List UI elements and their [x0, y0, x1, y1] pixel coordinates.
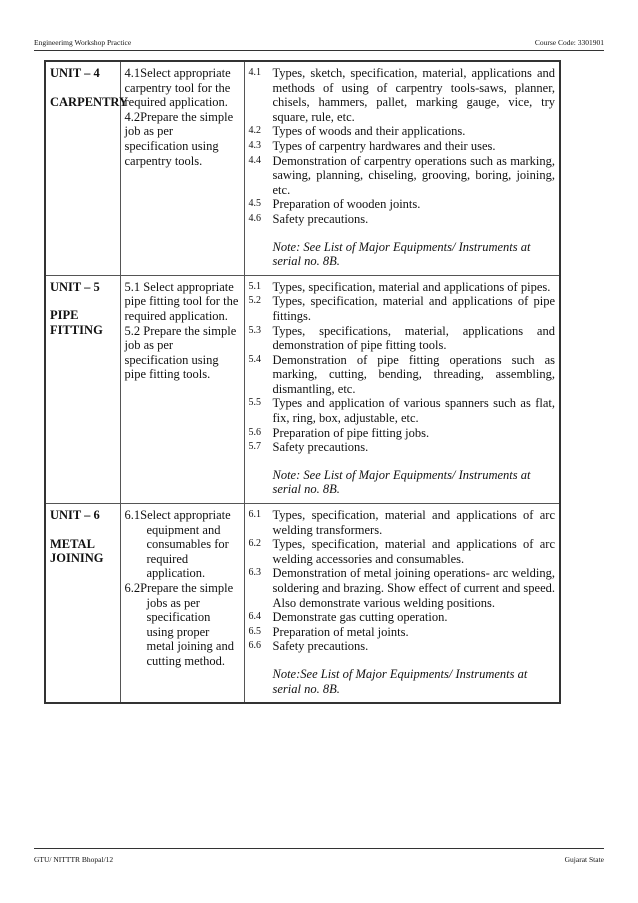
topic-number: 4.5	[248, 198, 261, 210]
unit-name: PIPE FITTING	[50, 308, 103, 337]
footer-right: Gujarat State	[564, 855, 604, 864]
topic-number: 6.3	[248, 567, 261, 579]
topic-number: 5.5	[248, 397, 261, 409]
unit-number: UNIT – 4	[50, 66, 100, 80]
outcomes-cell	[120, 504, 244, 704]
list-item	[249, 66, 556, 124]
topic-text: Types, specification, material and applications of pipes.	[272, 279, 551, 294]
topic-number: 6.1	[248, 509, 261, 521]
table-row	[45, 504, 560, 704]
topic-number: 5.1	[248, 280, 261, 292]
table-row	[45, 61, 560, 275]
topic-text: Preparation of pipe fitting jobs.	[272, 425, 430, 440]
page-footer	[34, 848, 604, 864]
equipment-note: Note:See List of Major Equipments/ Instruments at serial no. 8B.	[272, 666, 528, 696]
topic-text: Types, sketch, specification, material, applications and methods of using of carpentry tools-saws, planner, chisels, hammers, pallet, marking gauge, vice, try square, rule, etc.	[272, 66, 555, 124]
topic-number: 6.4	[248, 611, 261, 623]
topic-number: 5.3	[248, 324, 261, 336]
list-item	[249, 396, 556, 425]
topic-number: 4.6	[248, 212, 261, 224]
list-item	[249, 440, 556, 455]
topic-text: Demonstration of metal joining operations- arc welding, soldering and brazing. Show effect of current and speed. Also demonstrate various welding positions.	[272, 566, 555, 610]
topic-text: Types, specification, material and applications of arc welding accessories and consumables.	[272, 537, 555, 566]
learning-outcome: 6.1Select appropriate equipment and consumables for required application.	[124, 508, 231, 581]
list-item	[249, 294, 556, 323]
outcomes-cell	[120, 275, 244, 503]
list-item	[249, 154, 556, 198]
list-item	[249, 625, 556, 640]
topics-list	[249, 508, 556, 654]
header-course-code: Course Code: 3301901	[534, 38, 604, 47]
topics-cell	[244, 504, 560, 704]
outcomes-cell	[120, 61, 244, 275]
topics-cell	[244, 275, 560, 503]
topic-text: Types, specifications, material, applications and demonstration of pipe fitting tools.	[272, 323, 555, 353]
unit-number: UNIT – 6	[50, 508, 100, 523]
topic-number: 4.3	[248, 139, 261, 151]
topic-text: Safety precautions.	[272, 639, 369, 654]
equipment-note: Note: See List of Major Equipments/ Instruments at serial no. 8B.	[272, 239, 531, 269]
learning-outcome: 4.2Prepare the simple job as per specification using carpentry tools.	[124, 109, 234, 168]
topic-text: Safety precautions.	[272, 440, 369, 455]
list-item	[249, 426, 556, 441]
footer-left: GTU/ NITTTR Bhopal/12	[34, 855, 114, 864]
list-item	[249, 353, 556, 397]
topic-number: 6.2	[248, 538, 261, 550]
list-item	[249, 280, 556, 295]
learning-outcome: 6.2Prepare the simple jobs as per specification using proper metal joining and cutting method.	[124, 581, 234, 668]
topics-list	[249, 66, 556, 227]
topic-text: Safety precautions.	[272, 211, 369, 226]
list-item	[249, 639, 556, 654]
topic-text: Types of carpentry hardwares and their uses.	[272, 138, 496, 153]
topic-text: Demonstration of pipe fitting operations such as marking, cutting, bending, threading, assembling, dismantling, etc.	[272, 352, 555, 396]
unit-name: METAL JOINING	[50, 536, 104, 566]
list-item	[249, 566, 556, 610]
topics-cell	[244, 61, 560, 275]
topics-list	[249, 280, 556, 455]
unit-name: CARPENTRY	[50, 94, 129, 109]
unit-number: UNIT – 5	[50, 279, 100, 294]
topic-text: Types, specification, material and applications of arc welding transformers.	[272, 508, 555, 537]
list-item	[249, 197, 556, 212]
learning-outcome: 4.1Select appropriate carpentry tool for the required application.	[124, 66, 231, 110]
list-item	[249, 537, 556, 566]
topic-number: 5.6	[248, 426, 261, 438]
topic-number: 6.5	[248, 625, 261, 637]
topic-text: Types, specification, material and applications of pipe fittings.	[272, 294, 555, 323]
topic-number: 5.4	[248, 353, 261, 365]
unit-cell	[45, 504, 120, 704]
page-header	[34, 38, 604, 51]
topic-text: Types of woods and their applications.	[272, 124, 466, 139]
topic-number: 4.1	[248, 67, 261, 78]
list-item	[249, 324, 556, 353]
table-row	[45, 275, 560, 503]
list-item	[249, 212, 556, 227]
unit-cell	[45, 275, 120, 503]
topic-number: 5.2	[248, 295, 261, 307]
list-item	[249, 508, 556, 537]
topic-text: Types and application of various spanners such as flat, fix, ring, box, adjustable, etc.	[272, 396, 555, 426]
topic-text: Preparation of wooden joints.	[272, 197, 421, 212]
topic-number: 6.6	[248, 640, 261, 652]
topic-number: 4.4	[248, 154, 261, 166]
topic-text: Demonstration of carpentry operations such as marking, sawing, planning, chiseling, grooving, boring, joining, etc.	[272, 153, 555, 197]
syllabus-table	[44, 60, 561, 704]
list-item	[249, 139, 556, 154]
equipment-note: Note: See List of Major Equipments/ Instruments at serial no. 8B.	[272, 467, 531, 497]
topic-number: 4.2	[248, 125, 261, 137]
list-item	[249, 124, 556, 139]
topic-number: 5.7	[248, 441, 261, 453]
topic-text: Preparation of metal joints.	[272, 624, 409, 639]
unit-cell	[45, 61, 129, 275]
learning-outcome: 5.2 Prepare the simple job as per specification using pipe fitting tools.	[124, 323, 237, 382]
learning-outcome: 5.1 Select appropriate pipe fitting tool for the required application.	[124, 279, 239, 323]
topic-text: Demonstrate gas cutting operation.	[272, 610, 448, 625]
header-title: Engineerimg Workshop Practice	[34, 38, 132, 47]
list-item	[249, 610, 556, 625]
